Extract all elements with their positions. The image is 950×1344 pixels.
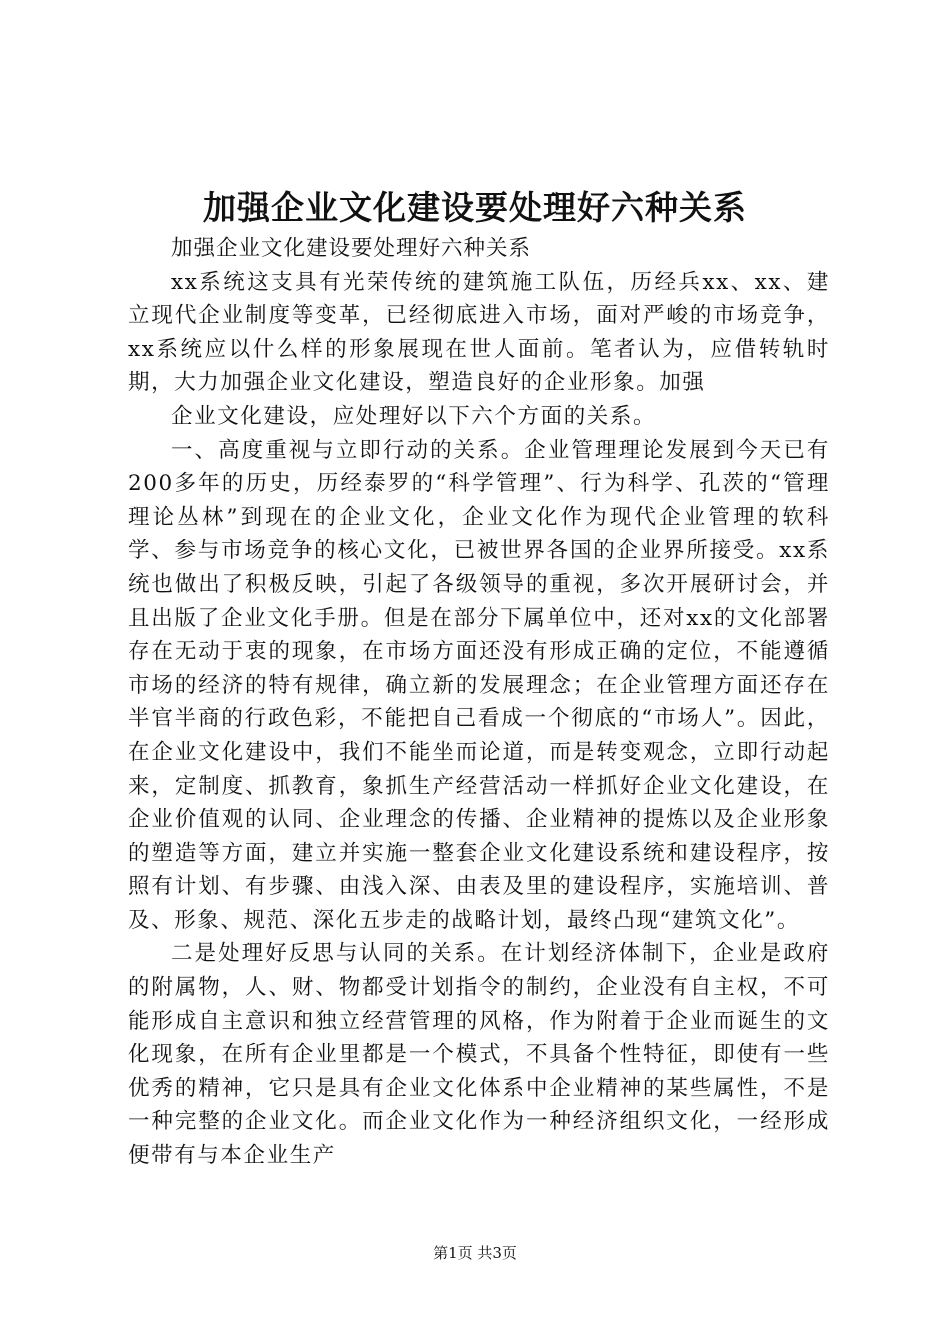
page-footer: 第1页 共3页 [433,1244,517,1262]
document-title: 加强企业文化建设要处理好六种关系 [203,188,747,227]
document-body [128,232,830,1173]
paragraph-section-one: 一、高度重视与立即行动的关系。企业管理理论发展到今天已有200多年的历史，历经泰罗的“科学管理”、行为科学、孔茨的“管理理论丛林”到现在的企业文化，企业文化作为现代企业管理的软科学、参与市场竞争的核心文化，已被世界各国的企业界所接受。xx系统也做出了积极反映，引起了各级领导的重视，多次开展研讨会，并且出版了企业文化手册。但是在部分下属单位中，还对xx的文化部署存在无动于衷的现象，在市场方面还没有形成正确的定位，不能遵循市场的经济的特有规律，确立新的发展理念；在企业管理方面还存在半官半商的行政色彩，不能把自己看成一个彻底的“市场人”。因此，在企业文化建设中，我们不能坐而论道，而是转变观念，立即行动起来，定制度、抓教育，象抓生产经营活动一样抓好企业文化建设，在企业价值观的认同、企业理念的传播、企业精神的提炼以及企业形象的塑造等方面，建立并实施一整套企业文化建设系统和建设程序，按照有计划、有步骤、由浅入深、由表及里的建设程序，实施培训、普及、形象、规范、深化五步走的战略计划，最终凸现“建筑文化”。 [128,437,830,933]
paragraph-subtitle: 加强企业文化建设要处理好六种关系 [171,236,532,261]
paragraph-lead: 企业文化建设，应处理好以下六个方面的关系。 [171,403,657,429]
paragraph-section-two: 二是处理好反思与认同的关系。在计划经济体制下，企业是政府的附属物，人、财、物都受计划指令的制约，企业没有自主权，不可能形成自主意识和独立经营管理的风格，作为附着于企业而诞生的文化现象，在所有企业里都是一个模式，不具备个性特征，即使有一些优秀的精神，它只是具有企业文化体系中企业精神的某些属性，不是一种完整的企业文化。而企业文化作为一种经济组织文化，一经形成便带有与本企业生产 [128,941,830,1169]
paragraph-intro: xx系统这支具有光荣传统的建筑施工队伍，历经兵xx、xx、建立现代企业制度等变革，已经彻底进入市场，面对严峻的市场竞争，xx系统应以什么样的形象展现在世人面前。笔者认为，应借转轨时期，大力加强企业文化建设，塑造良好的企业形象。加强 [128,269,830,396]
